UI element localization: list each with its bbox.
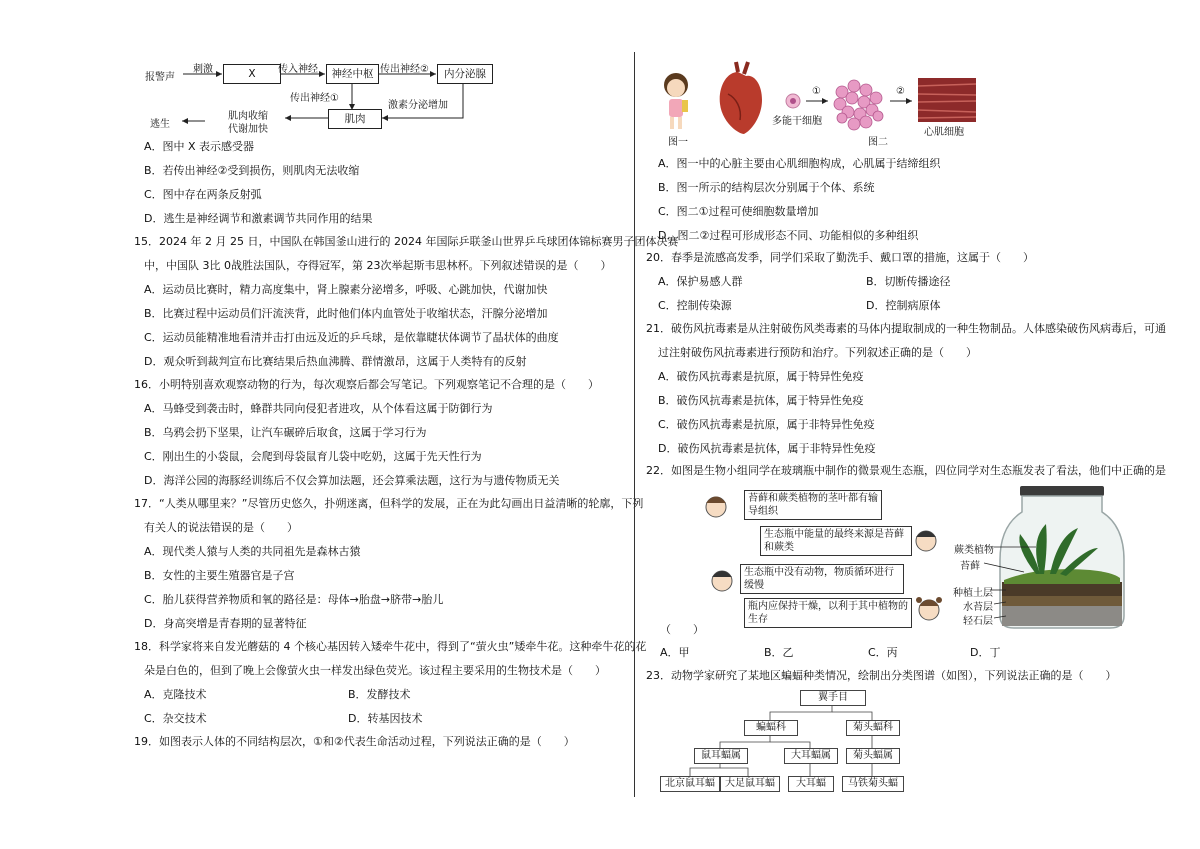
option: B．图一所示的结构层次分别属于个体、系统 (658, 181, 875, 194)
speech-bubble-jia: 苔藓和蕨类植物的茎叶都有输导组织 (744, 490, 882, 520)
option: C．控制传染源 (658, 299, 732, 312)
pumice-layer-label: 轻石层 (963, 616, 993, 627)
answer-blank: （ ） (660, 623, 704, 636)
fig2-label: 图二 (868, 137, 888, 148)
option: B．破伤风抗毒素是抗体，属于特异性免疫 (658, 394, 864, 407)
tree-family-rhinolophidae: 菊头蝠科 (846, 720, 900, 736)
option: C．丙 (868, 646, 898, 659)
option: A．甲 (660, 646, 690, 659)
option: B．乌鸦会扔下坚果，让汽车碾碎后取食，这属于学习行为 (144, 426, 427, 439)
soil-layer-label: 种植土层 (953, 588, 993, 599)
option: D．逃生是神经调节和激素调节共同作用的结果 (144, 212, 373, 225)
effect-label-1: 肌肉收缩 (228, 111, 268, 122)
option: B．若传出神经②受到损伤，则肌肉无法收缩 (144, 164, 360, 177)
question-stem: 16．小明特别喜欢观察动物的行为，每次观察后都会写笔记。下列观察笔记不合理的是（ ） (134, 378, 599, 391)
option: D．海洋公园的海豚经训练后不仅会算加法题，还会算乘法题，这行为与遗传物质无关 (144, 474, 560, 487)
afferent-nerve-label: 传入神经 (278, 64, 318, 75)
tree-species: 大耳蝠 (788, 776, 834, 792)
option: C．运动员能精准地看清并击打由远及近的乒乓球，是依靠睫状体调节了晶状体的曲度 (144, 331, 559, 344)
tree-genus-plecotus: 大耳蝠属 (784, 748, 838, 764)
question-stem: 23．动物学家研究了某地区蝙蝠种类情况，绘制出分类图谱（如图），下列说法正确的是（ ） (646, 669, 1117, 682)
question-stem: 17．“人类从哪里来？”尽管历史悠久，扑朔迷离，但科学的发展，正在为此勾画出日益清晰的轮廓，下列 (134, 497, 644, 510)
effect-label-2: 代谢加快 (228, 124, 268, 135)
muscle-box: 肌肉 (328, 109, 382, 129)
option: C．胎儿获得营养物质和氧的路径是：母体→胎盘→脐带→胎儿 (144, 593, 444, 606)
stimulus-label: 报警声 (145, 72, 175, 83)
tree-genus-myotis: 鼠耳蝠属 (694, 748, 748, 764)
option: C．杂交技术 (144, 712, 207, 725)
option: A．破伤风抗毒素是抗原，属于特异性免疫 (658, 370, 864, 383)
question-stem: 20．春季是流感高发季，同学们采取了勤洗手、戴口罩的措施，这属于（ ） (646, 251, 1034, 264)
option: A．图一中的心脏主要由心肌细胞构成，心肌属于结缔组织 (658, 157, 941, 170)
tree-family-vespertilionidae: 蝙蝠科 (744, 720, 798, 736)
option: C．图二①过程可使细胞数量增加 (658, 205, 819, 218)
option: B．女性的主要生殖器官是子宫 (144, 569, 295, 582)
cardiac-cell-label: 心肌细胞 (924, 127, 964, 138)
speech-bubble-ding: 瓶内应保持干燥，以利于其中植物的生存 (744, 598, 912, 628)
endocrine-gland-box: 内分泌腺 (437, 64, 493, 84)
speech-bubble-bing: 生态瓶中没有动物，物质循环进行缓慢 (740, 564, 904, 594)
option: D．控制病原体 (866, 299, 941, 312)
option: C．图中存在两条反射弧 (144, 188, 262, 201)
question-stem: 22．如图是生物小组同学在玻璃瓶中制作的微景观生态瓶，四位同学对生态瓶发表了看法，他们中正确的是 (646, 464, 1166, 477)
question-stem: 18．科学家将来自发光蘑菇的 4 个核心基因转入矮牵牛花中，得到了“萤火虫”矮牵牛花。这种牵牛花的花 (134, 640, 647, 653)
moss-label: 苔藓 (960, 561, 980, 572)
option: A．克隆技术 (144, 688, 207, 701)
tree-species: 大足鼠耳蝠 (720, 776, 780, 792)
nerve-center-box: 神经中枢 (326, 64, 379, 84)
speech-bubble-yi: 生态瓶中能量的最终来源是苔藓和蕨类 (760, 526, 912, 556)
tree-species: 马铁菊头蝠 (842, 776, 904, 792)
option: A．图中 X 表示感受器 (144, 140, 255, 153)
question-stem: 中，中国队 3比 0战胜法国队，夺得冠军，第 23次举起斯韦思林杯。下列叙述错误的是（ ） (144, 259, 612, 272)
option: B．比赛过程中运动员们汗流浃背，此时他们体内血管处于收缩状态，汗腺分泌增加 (144, 307, 548, 320)
option: A．保护易感人群 (658, 275, 743, 288)
question-stem: 过注射破伤风抗毒素进行预防和治疗。下列叙述正确的是（ ） (658, 346, 977, 359)
option: A．运动员比赛时，精力高度集中，肾上腺素分泌增多，呼吸、心跳加快，代谢加快 (144, 283, 548, 296)
option: B．切断传播途径 (866, 275, 951, 288)
tree-genus-rhinolophus: 菊头蝠属 (846, 748, 900, 764)
step1-label: ① (812, 86, 821, 97)
option: A．现代类人猿与人类的共同祖先是森林古猿 (144, 545, 361, 558)
option: D．图二②过程可形成形态不同、功能相似的多种组织 (658, 229, 919, 242)
hormone-label: 激素分泌增加 (388, 100, 448, 111)
efferent-nerve-1-label: 传出神经① (290, 93, 339, 104)
tree-order: 翼手目 (800, 690, 866, 706)
option: D．转基因技术 (348, 712, 423, 725)
option: D．破伤风抗毒素是抗体，属于非特异性免疫 (658, 442, 876, 455)
question-stem: 19．如图表示人体的不同结构层次，①和②代表生命活动过程，下列说法正确的是（ ） (134, 735, 575, 748)
receptor-box: X (223, 64, 281, 84)
question-stem: 15．2024 年 2 月 25 日，中国队在韩国釜山进行的 2024 年国际乒联釜山世界乒乓球团体锦标赛男子团体决赛 (134, 235, 679, 248)
moss-layer-label: 水苔层 (963, 602, 993, 613)
question-stem: 朵是白色的，但到了晚上会像萤火虫一样发出绿色荧光。该过程主要采用的生物技术是（ ） (144, 664, 606, 677)
option: C．破伤风抗毒素是抗原，属于非特异性免疫 (658, 418, 875, 431)
option: D．丁 (970, 646, 1001, 659)
option: B．乙 (764, 646, 794, 659)
stem-cell-label: 多能干细胞 (772, 116, 822, 127)
option: A．马蜂受到袭击时，蜂群共同向侵犯者进攻，从个体看这属于防御行为 (144, 402, 493, 415)
efferent-nerve-2-label: 传出神经② (380, 64, 429, 75)
option: C．刚出生的小袋鼠，会爬到母袋鼠育儿袋中吃奶，这属于先天性行为 (144, 450, 482, 463)
tree-species: 北京鼠耳蝠 (660, 776, 720, 792)
step2-label: ② (896, 86, 905, 97)
escape-label: 逃生 (150, 119, 170, 130)
question-stem: 有关人的说法错误的是（ ） (144, 521, 298, 534)
option: D．身高突增是青春期的显著特征 (144, 617, 307, 630)
option: B．发酵技术 (348, 688, 411, 701)
option: D．观众听到裁判宣布比赛结果后热血沸腾、群情激昂，这属于人类特有的反射 (144, 355, 527, 368)
question-stem: 21．破伤风抗毒素是从注射破伤风类毒素的马体内提取制成的一种生物制品。人体感染破伤风病毒后，可通 (646, 322, 1166, 335)
fig1-label: 图一 (668, 137, 688, 148)
arrow-stimulus-label: 刺激 (193, 64, 213, 75)
fern-label: 蕨类植物 (954, 545, 994, 556)
